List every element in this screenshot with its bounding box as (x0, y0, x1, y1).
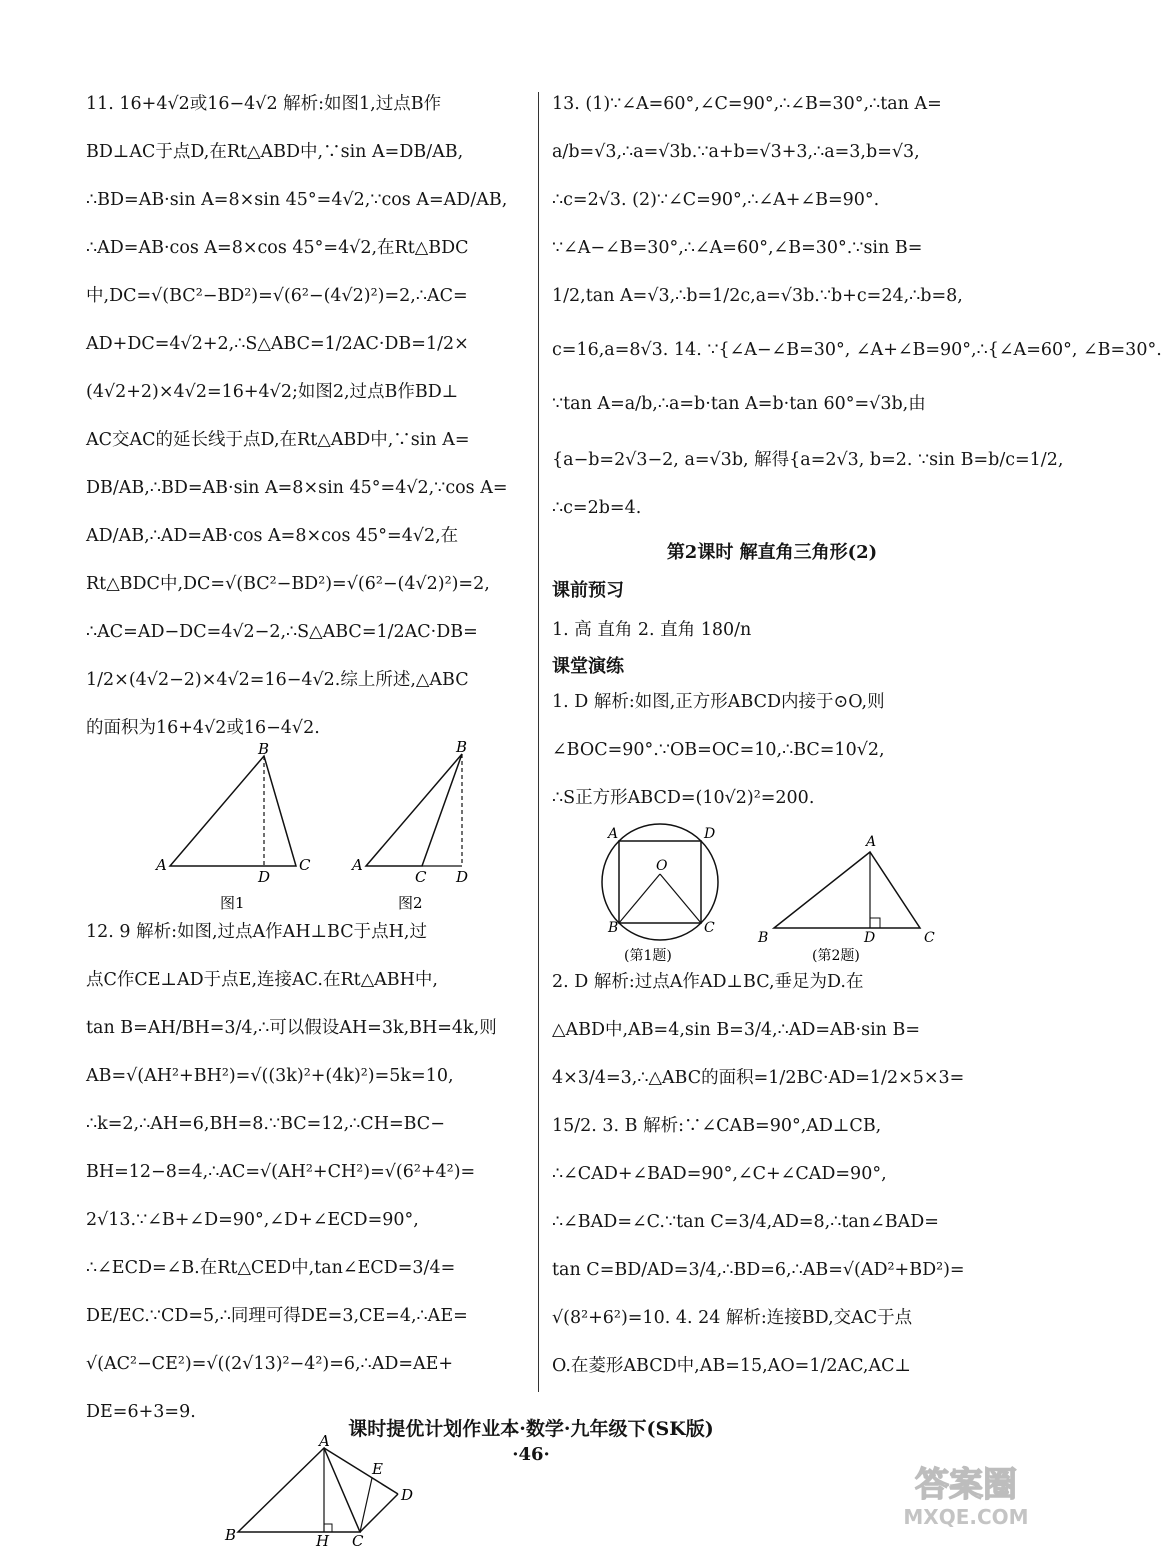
caption-fig1: 图1 (220, 894, 245, 912)
book-title: 课时提优计划作业本·数学·九年级下(SK版) (348, 1418, 714, 1440)
watermark-logo (896, 1456, 1036, 1530)
label-b: B (758, 930, 769, 946)
right-angle-mark (870, 918, 880, 928)
text-line: (4√2+2)×4√2=16+4√2;如图2,过点B作BD⊥ (86, 382, 459, 402)
label-d: D (456, 868, 469, 886)
text-line: 11. 16+4√2或16−4√2 解析:如图1,过点B作 (86, 94, 442, 114)
label-d: D (704, 826, 716, 842)
text-line: ∴∠ECD=∠B.在Rt△CED中,tan∠ECD=3/4= (86, 1258, 456, 1278)
text-line: c=16,a=8√3. 14. ∵{∠A−∠B=30°, ∠A+∠B=90°,∴{∠A=60°, ∠B=30°. (552, 340, 1162, 360)
text-line: AD+DC=4√2+2,∴S△ABC=1/2AC·DB=1/2× (86, 334, 469, 354)
watermark-text: 答案圈 (915, 1465, 1017, 1505)
triangle-abc (774, 852, 920, 928)
text-line: tan C=BD/AD=3/4,∴BD=6,∴AB=√(AD²+BD²)= (552, 1260, 965, 1280)
watermark-url: MXQE.COM (903, 1505, 1029, 1529)
text-line: 点C作CE⊥AD于点E,连接AC.在Rt△ABH中, (86, 970, 438, 990)
figure-q1 (602, 824, 718, 964)
text-line: 12. 9 解析:如图,过点A作AH⊥BC于点H,过 (86, 922, 427, 942)
section-heading-practice: 课堂演练 (552, 656, 624, 677)
text-line: 1. D 解析:如图,正方形ABCD内接于⊙O,则 (552, 692, 885, 712)
text-line: 2√13.∵∠B+∠D=90°,∠D+∠ECD=90°, (86, 1210, 419, 1230)
text-line: DB/AB,∴BD=AB·sin A=8×sin 45°=4√2,∵cos A= (86, 478, 508, 498)
label-a: A (319, 1432, 330, 1450)
right-angle-mark (324, 1524, 332, 1532)
caption-q2: (第2题) (812, 948, 860, 964)
segment-ob (619, 874, 660, 923)
right-column (552, 78, 1162, 1378)
text-line: O.在菱形ABCD中,AB=15,AO=1/2AC,AC⊥ (552, 1356, 911, 1376)
lesson-title: 第2课时 解直角三角形(2) (666, 542, 878, 563)
text-line: AB=√(AH²+BH²)=√((3k)²+(4k)²)=5k=10, (86, 1066, 454, 1086)
text-line: 4×3/4=3,∴△ABC的面积=1/2BC·AD=1/2×5×3= (552, 1068, 965, 1088)
problem-12 (86, 920, 526, 1424)
text-line: tan B=AH/BH=3/4,∴可以假设AH=3k,BH=4k,则 (86, 1018, 497, 1038)
text-line: 1/2,tan A=√3,∴b=1/2c,a=√3b.∵b+c=24,∴b=8, (552, 286, 963, 306)
label-a: A (866, 834, 877, 850)
text-line: a/b=√3,∴a=√3b.∵a+b=√3+3,∴a=3,b=√3, (552, 142, 920, 162)
triangle-abc (170, 756, 296, 866)
segment-dc (360, 1494, 398, 1532)
figure-11 (86, 738, 526, 920)
label-a: A (352, 856, 363, 874)
text-line: △ABD中,AB=4,sin B=3/4,∴AD=AB·sin B= (552, 1020, 921, 1040)
label-d: D (401, 1486, 414, 1504)
text-line: 中,DC=√(BC²−BD²)=√(6²−(4√2)²)=2,∴AC= (86, 286, 468, 306)
text-line: DE=6+3=9. (86, 1402, 196, 1422)
text-line: {a−b=2√3−2, a=√3b, 解得{a=2√3, b=2. ∵sin B=b/c=1/2, (552, 450, 1064, 470)
left-column (86, 78, 526, 1546)
text-line: ∴c=2√3. (2)∵∠C=90°,∴∠A+∠B=90°. (552, 190, 880, 210)
figure-2 (350, 738, 468, 912)
label-b: B (258, 740, 270, 758)
label-d: D (864, 930, 876, 946)
page-number: ·46· (512, 1444, 550, 1465)
text-line: AC交AC的延长线于点D,在Rt△ABD中,∵sin A= (86, 430, 470, 450)
figures-practice (552, 818, 992, 968)
practice-1 (552, 690, 992, 810)
section-heading-preview: 课前预习 (552, 580, 624, 601)
figure-1 (154, 740, 311, 912)
perpendicular-ce (360, 1478, 372, 1532)
text-line: ∠BOC=90°.∵OB=OC=10,∴BC=10√2, (552, 740, 885, 760)
text-line: ∵∠A−∠B=30°,∴∠A=60°,∠B=30°.∵sin B= (552, 238, 923, 258)
column-divider (538, 92, 539, 1392)
text-line: ∴∠CAD+∠BAD=90°,∠C+∠CAD=90°, (552, 1164, 887, 1184)
problem-13-14 (552, 92, 1162, 520)
square-abcd (619, 841, 701, 923)
preview-answers: 1. 高 直角 2. 直角 180/n (552, 620, 752, 640)
caption-q1: (第1题) (624, 948, 672, 964)
practice-2-4 (552, 970, 992, 1378)
text-line: 2. D 解析:过点A作AD⊥BC,垂足为D.在 (552, 972, 864, 992)
text-line: BD⊥AC于点D,在Rt△ABD中,∵sin A=DB/AB, (86, 142, 464, 162)
label-c: C (924, 930, 935, 946)
text-line: ∴S正方形ABCD=(10√2)²=200. (552, 788, 815, 808)
label-o: O (656, 858, 668, 874)
text-line: √(8²+6²)=10. 4. 24 解析:连接BD,交AC于点 (552, 1308, 913, 1328)
label-a: A (608, 826, 619, 842)
label-b: B (456, 738, 468, 756)
text-line: ∵tan A=a/b,∴a=b·tan A=b·tan 60°=√3b,由 (552, 394, 926, 414)
text-line: ∴k=2,∴AH=6,BH=8.∵BC=12,∴CH=BC− (86, 1114, 445, 1134)
text-line: ∴BD=AB·sin A=8×sin 45°=4√2,∵cos A=AD/AB, (86, 190, 508, 210)
problem-11 (86, 92, 526, 740)
text-line: 13. (1)∵∠A=60°,∠C=90°,∴∠B=30°,∴tan A= (552, 94, 942, 114)
figure-q2 (757, 834, 935, 964)
label-c: C (415, 868, 427, 886)
label-d: D (258, 868, 271, 886)
text-line: BH=12−8=4,∴AC=√(AH²+CH²)=√(6²+4²)= (86, 1162, 476, 1182)
text-line: ∴AC=AD−DC=4√2−2,∴S△ABC=1/2AC·DB= (86, 622, 478, 642)
label-a: A (156, 856, 167, 874)
caption-fig2: 图2 (398, 894, 423, 912)
label-h: H (316, 1532, 330, 1546)
label-c: C (704, 920, 715, 936)
label-e: E (372, 1460, 383, 1478)
text-line: √(AC²−CE²)=√((2√13)²−4²)=6,∴AD=AE+ (86, 1354, 454, 1374)
text-line: 1/2×(4√2−2)×4√2=16−4√2.综上所述,△ABC (86, 670, 469, 690)
text-line: 的面积为16+4√2或16−4√2. (86, 718, 320, 738)
text-line: Rt△BDC中,DC=√(BC²−BD²)=√(6²−(4√2)²)=2, (86, 574, 490, 594)
triangle-abc (366, 754, 462, 866)
text-line: ∴AD=AB·cos A=8×cos 45°=4√2,在Rt△BDC (86, 238, 469, 258)
label-c: C (352, 1532, 364, 1546)
text-line: DE/EC.∵CD=5,∴同理可得DE=3,CE=4,∴AE= (86, 1306, 468, 1326)
label-b: B (225, 1526, 237, 1544)
text-line: ∴∠BAD=∠C.∵tan C=3/4,AD=8,∴tan∠BAD= (552, 1212, 939, 1232)
text-line: ∴c=2b=4. (552, 498, 642, 518)
text-line: AD/AB,∴AD=AB·cos A=8×cos 45°=4√2,在 (86, 526, 459, 546)
segment-oc (660, 874, 701, 923)
text-line: 15/2. 3. B 解析:∵∠CAB=90°,AD⊥CB, (552, 1116, 882, 1136)
label-b: B (608, 920, 619, 936)
label-c: C (299, 856, 311, 874)
